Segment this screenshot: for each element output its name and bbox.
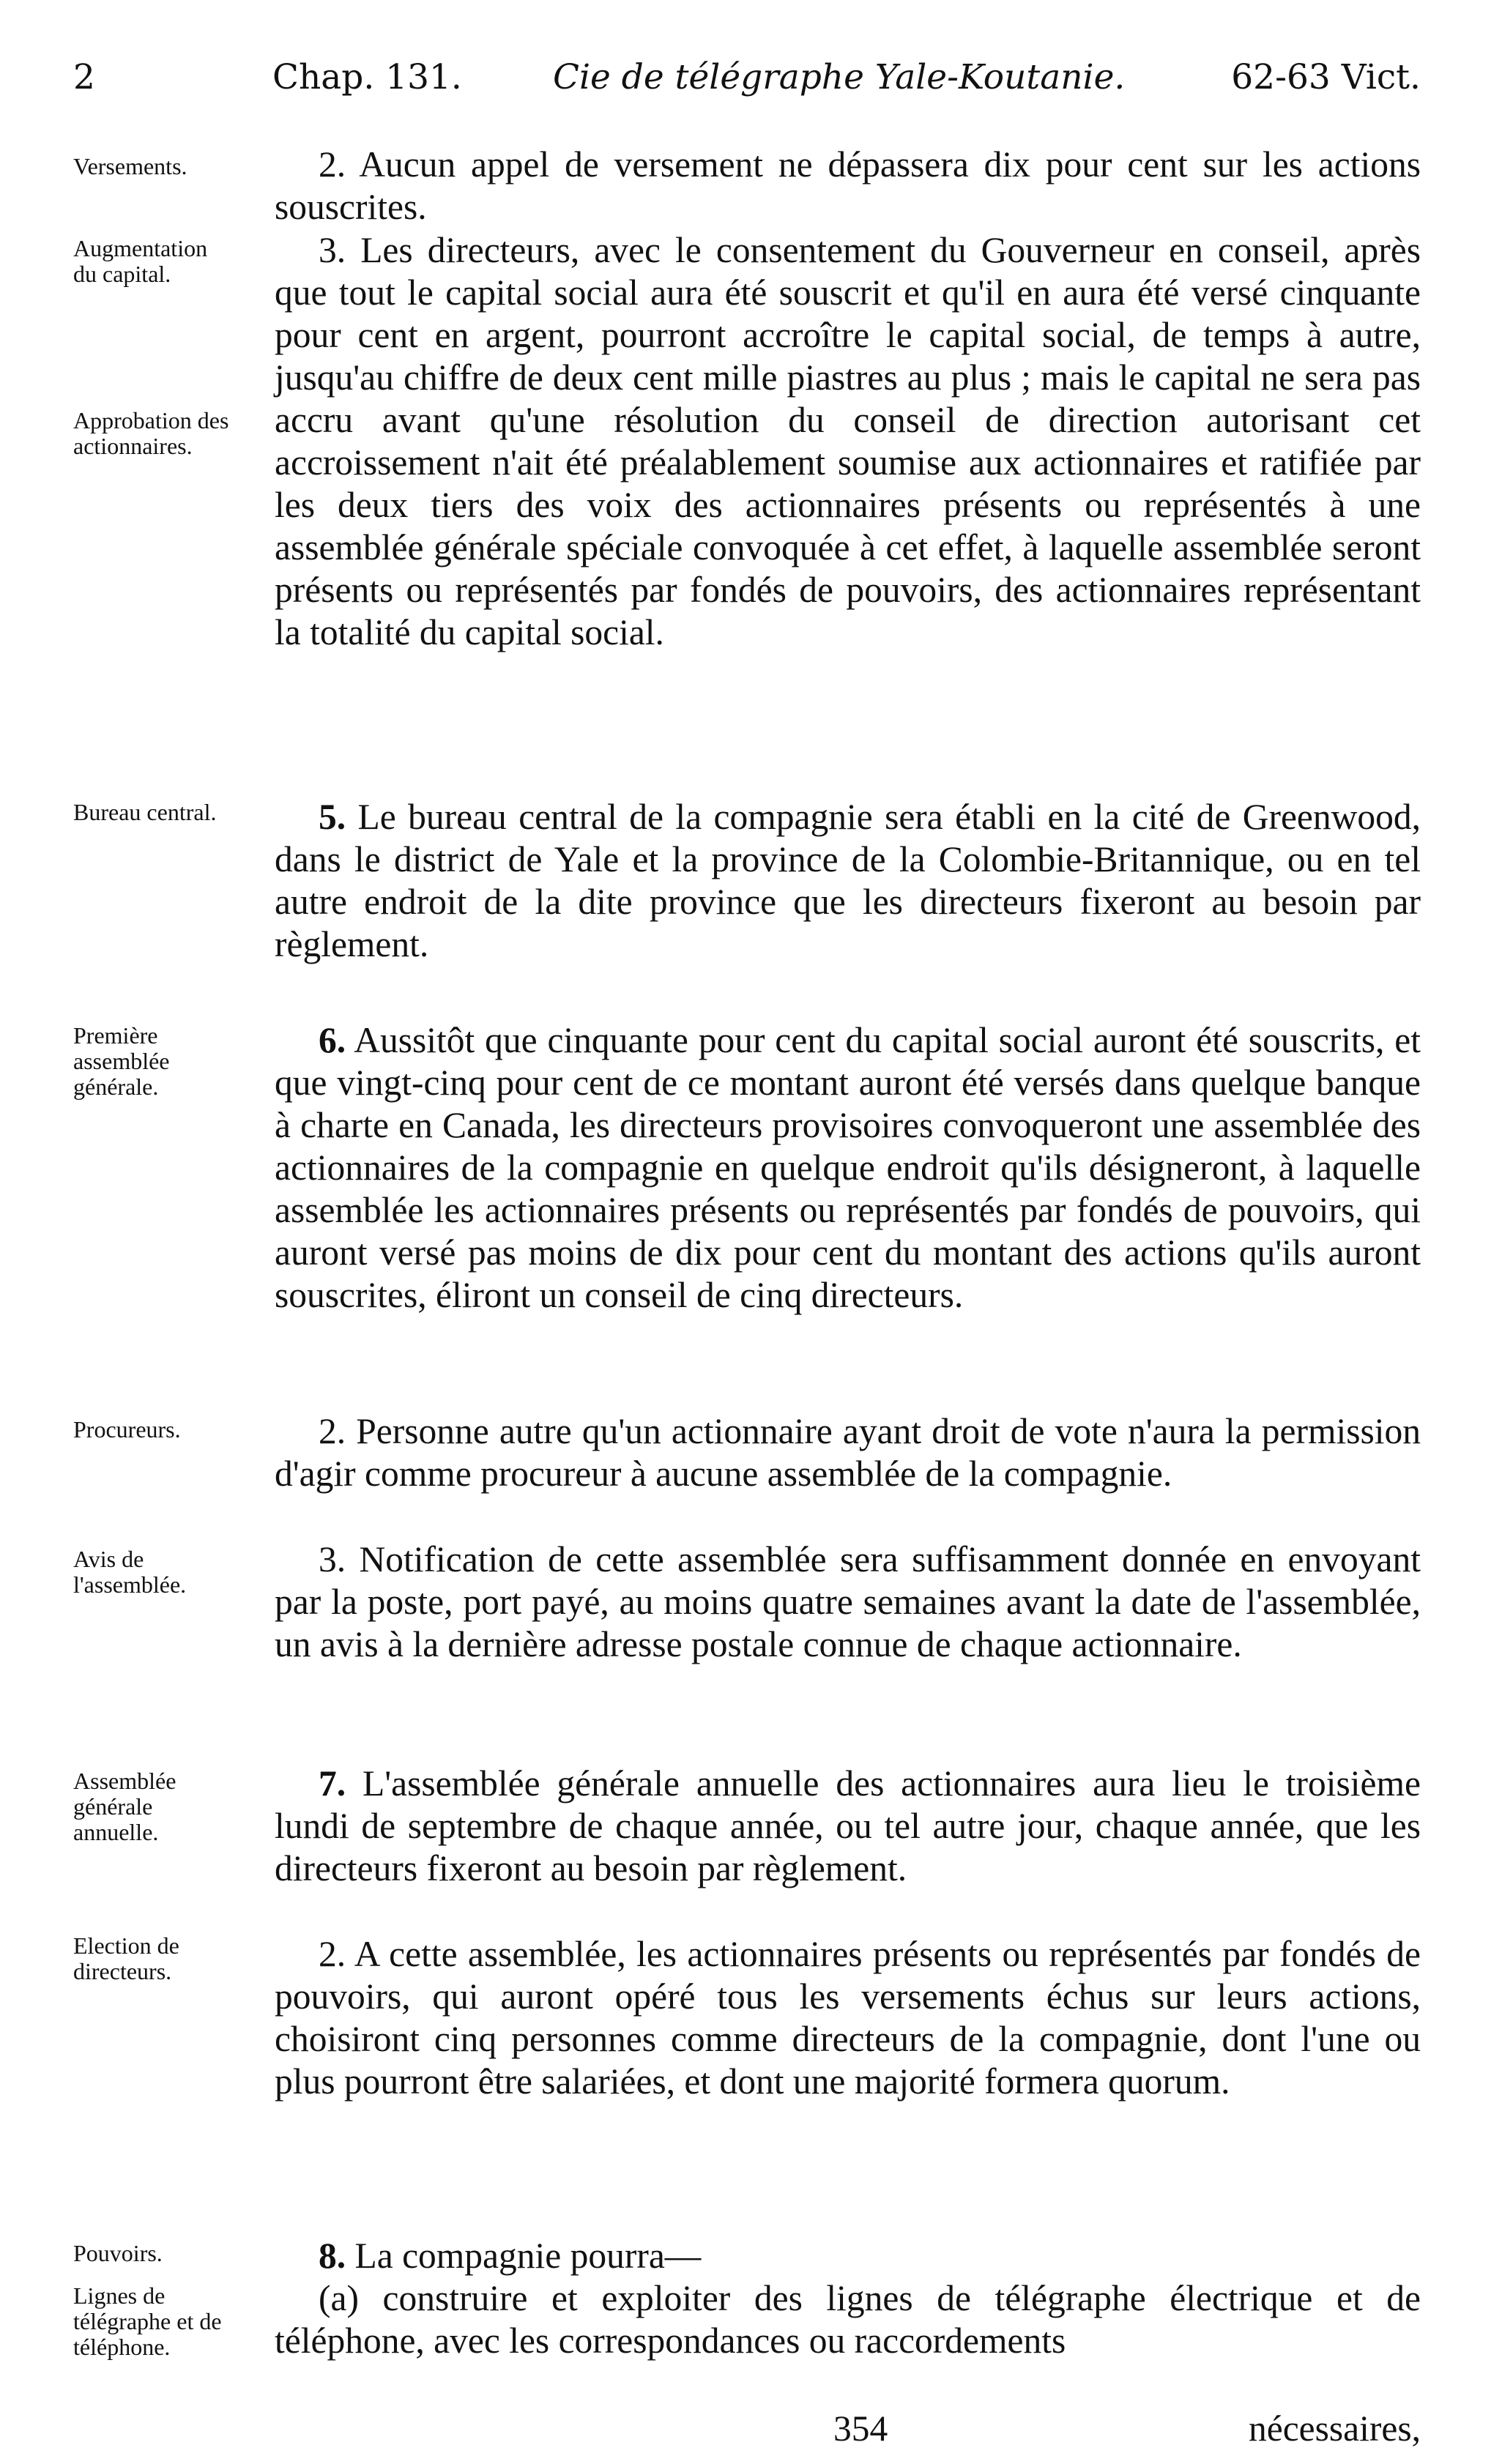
folio-number: 354 — [833, 2408, 888, 2449]
paragraph-text: 2. A cette assemblée, les actionnaires présents ou représentés par fondés de pouvoirs, qui auront opéré tous les versements échus sur leurs actions, choisiront cinq personnes comme directeurs de la compagnie, dont l'une ou plus pourront être salariées, et dont une majorité formera quorum. — [275, 1934, 1421, 2102]
paragraph-text: Aussitôt que cinquante pour cent du capital social auront été souscrits, et que vingt-cinq pour cent de ce montant auront été versés dans quelque banque à charte en Canada, les directeurs provisoires convoqueront une assemblée des actionnaires de la compagnie en quelque endroit qu'ils désigneront, à laquelle assemblée les actionnaires présents ou représentés par fondés de pouvoirs, qui auront versé pas moins de dix pour cent du montant des actions qu'ils auront souscrites, éliront un conseil de cinq directeurs. — [275, 1020, 1421, 1315]
margin-note-bureau-central: Bureau central. — [73, 799, 217, 825]
section-6 — [275, 1019, 1421, 1317]
paragraph-text: 2. Personne autre qu'un actionnaire ayant droit de vote n'aura la permission d'agir comme procureur à aucune assemblée de la compagnie. — [275, 1411, 1421, 1494]
section-8 — [275, 2235, 1421, 2277]
section-number: 8. — [319, 2236, 346, 2276]
paragraph-text: La compagnie pourra— — [354, 2236, 702, 2276]
margin-note-assemblee-annuelle: Assemblée générale annuelle. — [73, 1768, 176, 1845]
paragraph-text: 3. Les directeurs, avec le consentement du Gouverneur en conseil, après que tout le capital social aura été souscrit et qu'il en aura été versé cinquante pour cent en argent, pourront accroître le capital social, de temps à autre, jusqu'au chiffre de deux cent mille piastres au plus ; mais le capital ne sera pas accru avant qu'une résolution du conseil de direction autorisant cet accroissement n'ait été préalablement soumise aux actionnaires et ratifiée par les deux tiers des voix des actionnaires présents ou représentés à une assemblée générale spéciale convoquée à cet effet, à laquelle assemblée seront présents ou représentés par fondés de pouvoirs, des actionnaires représentant la totalité du capital social. — [275, 230, 1421, 652]
paragraph-6-2 — [275, 1410, 1421, 1495]
section-7 — [275, 1763, 1421, 1890]
paragraph-8-a — [275, 2277, 1421, 2362]
section-number: 5. — [319, 797, 346, 837]
running-header — [73, 57, 1421, 108]
margin-note-avis: Avis de l'assemblée. — [73, 1546, 187, 1598]
margin-note-versements: Versements. — [73, 153, 187, 179]
section-number: 6. — [319, 1020, 346, 1060]
section-number: 7. — [319, 1763, 346, 1804]
margin-note-pouvoirs: Pouvoirs. — [73, 2240, 163, 2266]
paragraph-text: L'assemblée générale annuelle des actionnaires aura lieu le troisième lundi de septembre de chaque année, ou tel autre jour, chaque année, que les directeurs fixeront au besoin par règlement. — [275, 1763, 1421, 1888]
catchword: nécessaires, — [1248, 2408, 1421, 2449]
margin-note-procureurs: Procureurs. — [73, 1416, 181, 1443]
paragraph-text: 3. Notification de cette assemblée sera suffisamment donnée en envoyant par la poste, port payé, au moins quatre semaines avant la date de l'assemblée, un avis à la dernière adresse postale connue de chaque actionnaire. — [275, 1539, 1421, 1664]
running-title: Cie de télégraphe Yale-Koutanie. — [553, 57, 1126, 97]
section-5 — [275, 796, 1421, 966]
paragraph-text: Le bureau central de la compagnie sera établi en la cité de Greenwood, dans le district de Yale et la province de la Colombie-Britannique, ou en tel autre endroit de la dite province que les directeurs fixeront au besoin par règlement. — [275, 797, 1421, 964]
paragraph-4-2 — [275, 144, 1421, 228]
regnal-year: 62-63 Vict. — [1231, 57, 1421, 97]
paragraph-4-3 — [275, 229, 1421, 654]
paragraph-6-3 — [275, 1538, 1421, 1666]
page-number: 2 — [73, 57, 95, 97]
margin-note-approbation: Approbation des actionnaires. — [73, 407, 229, 459]
margin-note-augmentation: Augmentation du capital. — [73, 235, 208, 287]
chapter-label: Chap. 131. — [272, 57, 462, 97]
paragraph-text: 2. Aucun appel de versement ne dépassera dix pour cent sur les actions souscrites. — [275, 144, 1421, 227]
paragraph-text: (a) construire et exploiter des lignes de télégraphe électrique et de téléphone, avec les correspondances ou raccordements — [275, 2278, 1421, 2361]
margin-note-lignes: Lignes de télégraphe et de téléphone. — [73, 2282, 222, 2360]
margin-note-premiere-assemblee: Première assemblée générale. — [73, 1022, 170, 1100]
paragraph-7-2 — [275, 1933, 1421, 2103]
margin-note-election: Election de directeurs. — [73, 1932, 179, 1984]
page-footer — [0, 2408, 1502, 2452]
